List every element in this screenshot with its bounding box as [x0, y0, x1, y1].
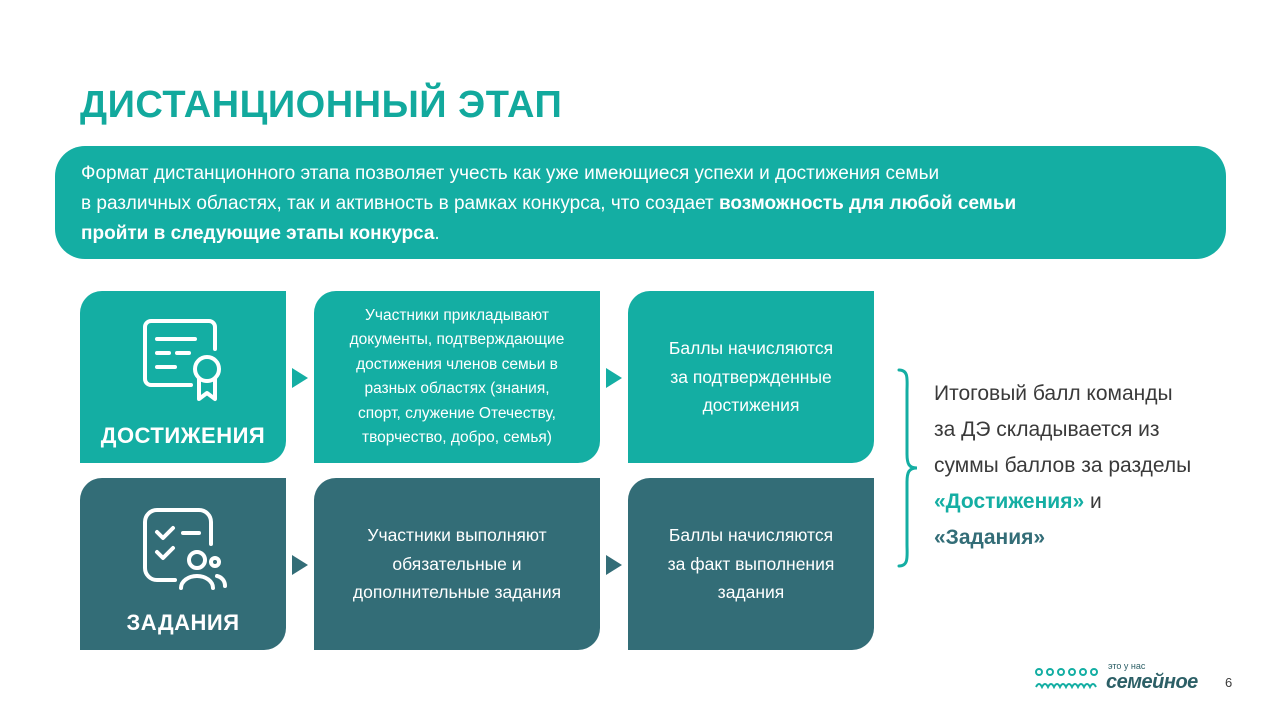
logo-wordmark: семейное [1106, 671, 1198, 693]
intro-line-2-text: в различных областях, так и активность в рамках конкурса, что создает [81, 193, 719, 214]
family-dots-icon [1034, 667, 1100, 693]
summary-line-3: суммы баллов за разделы [934, 454, 1192, 477]
category-label: ЗАДАНИЯ [126, 610, 240, 635]
desc-line: спорт, служение Отечеству, [358, 404, 556, 422]
intro-line-3-bold: пройти в следующие этапы конкурса [81, 223, 435, 244]
category-card-achievements [80, 291, 286, 463]
brand-logo [1034, 661, 1214, 693]
summary-line-2: за ДЭ складывается из [934, 418, 1160, 441]
arrow-icon [292, 555, 308, 575]
desc-line: творчество, добро, семья) [362, 429, 552, 446]
arrow-icon [292, 368, 308, 388]
points-line: Баллы начисляются [668, 338, 834, 359]
arrow-icon [606, 555, 622, 575]
summary-line-1: Итоговый балл команды [934, 382, 1173, 405]
points-line: задания [717, 582, 785, 603]
desc-line: разных областях (знания, [364, 380, 550, 397]
desc-line: обязательные и [392, 553, 522, 574]
summary-conjunction: и [1084, 490, 1102, 513]
points-line: за факт выполнения [667, 553, 835, 574]
desc-line: Участники выполняют [367, 525, 547, 546]
summary-line-4 [934, 484, 1234, 520]
intro-line-2 [81, 189, 1200, 219]
category-card-tasks [80, 478, 286, 650]
task-checklist-icon [135, 500, 231, 596]
desc-line: достижения членов семьи в [356, 355, 558, 373]
intro-banner [55, 146, 1226, 259]
points-line: за подтвержденные [670, 366, 832, 387]
summary-highlight-tasks: «Задания» [934, 526, 1046, 549]
intro-line-2-bold: возможность для любой семьи [719, 193, 1017, 214]
category-label: ДОСТИЖЕНИЯ [100, 423, 266, 448]
summary-highlight-achievements: «Достижения» [934, 490, 1085, 513]
intro-line-1: Формат дистанционного этапа позволяет учесть как уже имеющиеся успехи и достижения семьи [81, 163, 940, 184]
desc-line: документы, подтверждающие [349, 331, 565, 348]
points-card-achievements [628, 291, 874, 463]
page-number: 6 [1225, 675, 1233, 690]
summary-text [934, 376, 1234, 556]
points-line: достижения [702, 395, 800, 416]
certificate-icon [135, 313, 231, 409]
points-card-tasks [628, 478, 874, 650]
page-title: ДИСТАНЦИОННЫЙ ЭТАП [80, 84, 563, 126]
intro-line-3 [81, 219, 1200, 249]
description-card-tasks [314, 478, 600, 650]
points-line: Баллы начисляются [668, 525, 834, 546]
desc-line: Участники прикладывают [365, 306, 549, 324]
desc-line: дополнительные задания [352, 582, 562, 603]
arrow-icon [606, 368, 622, 388]
logo-tagline: это у нас [1108, 661, 1146, 671]
description-card-achievements [314, 291, 600, 463]
curly-brace-icon [895, 368, 919, 568]
intro-line-3-end: . [434, 223, 440, 244]
